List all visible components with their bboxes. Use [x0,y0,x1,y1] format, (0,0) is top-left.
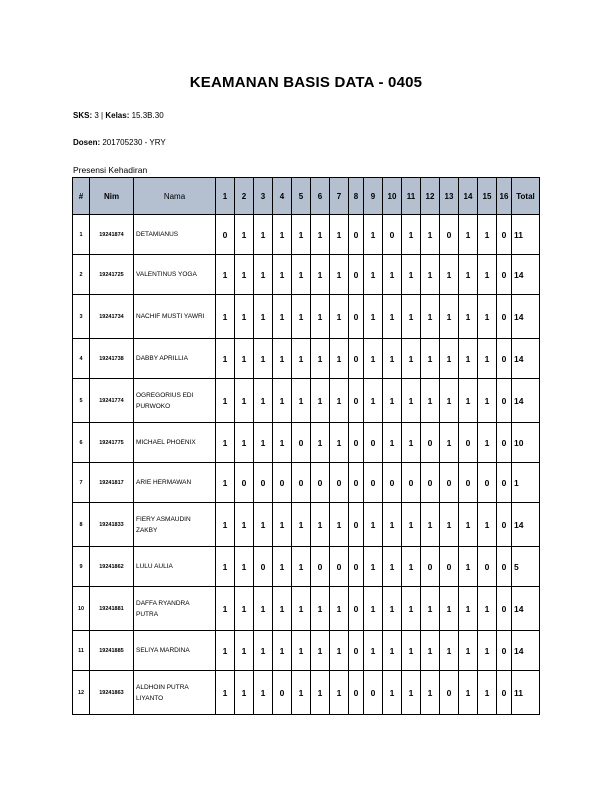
total-cell: 14 [512,295,540,339]
column-header: 16 [497,178,512,215]
attendance-cell: 1 [311,339,330,379]
attendance-cell: 0 [235,463,254,503]
attendance-cell: 0 [349,463,364,503]
attendance-cell: 1 [311,503,330,547]
total-cell: 14 [512,255,540,295]
attendance-cell: 1 [383,671,402,715]
column-header: 7 [330,178,349,215]
attendance-cell: 1 [292,631,311,671]
attendance-cell: 1 [311,295,330,339]
total-cell: 14 [512,587,540,631]
attendance-cell: 1 [254,379,273,423]
attendance-cell: 0 [349,587,364,631]
attendance-cell: 0 [364,423,383,463]
attendance-cell: 1 [330,295,349,339]
attendance-cell: 1 [402,255,421,295]
table-row [73,547,540,587]
attendance-cell: 1 [235,547,254,587]
column-header: 11 [402,178,421,215]
attendance-cell: 1 [254,339,273,379]
attendance-cell: 0 [497,295,512,339]
attendance-cell: 0 [349,215,364,255]
attendance-cell: 0 [292,423,311,463]
attendance-cell: 1 [440,631,459,671]
table-row [73,631,540,671]
table-row [73,379,540,423]
attendance-cell: 0 [497,547,512,587]
attendance-cell: 1 [273,215,292,255]
attendance-cell: 0 [349,671,364,715]
attendance-cell: 0 [311,463,330,503]
nim-cell: 19241881 [90,587,134,631]
attendance-cell: 0 [459,423,478,463]
attendance-cell: 1 [440,339,459,379]
attendance-cell: 1 [402,631,421,671]
attendance-cell: 0 [254,547,273,587]
presensi-label: Presensi Kehadiran [73,165,148,175]
attendance-cell: 1 [459,587,478,631]
attendance-cell: 0 [273,671,292,715]
attendance-cell: 0 [330,463,349,503]
attendance-cell: 0 [349,339,364,379]
attendance-cell: 0 [349,295,364,339]
attendance-cell: 1 [478,339,497,379]
attendance-cell: 1 [216,503,235,547]
attendance-cell: 1 [292,295,311,339]
attendance-cell: 1 [402,379,421,423]
attendance-cell: 1 [273,631,292,671]
attendance-cell: 1 [254,671,273,715]
nim-cell: 19241863 [90,671,134,715]
attendance-cell: 0 [497,255,512,295]
attendance-cell: 0 [440,215,459,255]
column-header: 3 [254,178,273,215]
attendance-cell: 1 [330,379,349,423]
attendance-cell: 1 [478,671,497,715]
nim-cell: 19241734 [90,295,134,339]
nim-cell: 19241874 [90,215,134,255]
attendance-cell: 1 [383,503,402,547]
attendance-cell: 1 [421,631,440,671]
attendance-cell: 1 [330,215,349,255]
attendance-cell: 1 [292,215,311,255]
attendance-cell: 1 [402,587,421,631]
row-number-cell: 5 [73,379,90,423]
nama-cell: ARIE HERMAWAN [134,463,216,503]
attendance-cell: 1 [235,379,254,423]
attendance-cell: 0 [459,463,478,503]
attendance-cell: 1 [273,295,292,339]
attendance-cell: 0 [349,255,364,295]
attendance-cell: 1 [235,631,254,671]
attendance-cell: 1 [254,631,273,671]
attendance-cell: 1 [383,295,402,339]
row-number-cell: 7 [73,463,90,503]
nama-cell: LULU AULIA [134,547,216,587]
attendance-cell: 0 [349,379,364,423]
attendance-cell: 1 [273,503,292,547]
table-row [73,215,540,255]
attendance-cell: 1 [459,215,478,255]
column-header: 5 [292,178,311,215]
nama-cell: VALENTINUS YOGA [134,255,216,295]
column-header: 4 [273,178,292,215]
attendance-cell: 1 [421,255,440,295]
nama-cell: MICHAEL PHOENIX [134,423,216,463]
attendance-cell: 1 [421,379,440,423]
row-number-cell: 6 [73,423,90,463]
column-header: 8 [349,178,364,215]
attendance-cell: 1 [311,587,330,631]
attendance-cell: 1 [311,631,330,671]
attendance-cell: 1 [421,339,440,379]
attendance-cell: 0 [497,631,512,671]
attendance-cell: 1 [235,339,254,379]
nama-cell: FIERY ASMAUDIN ZAKBY [134,503,216,547]
kelas-label: Kelas: [105,111,130,120]
attendance-cell: 1 [383,547,402,587]
total-cell: 5 [512,547,540,587]
attendance-cell: 1 [292,339,311,379]
attendance-cell: 0 [254,463,273,503]
attendance-cell: 0 [364,463,383,503]
attendance-cell: 1 [216,423,235,463]
attendance-cell: 1 [364,255,383,295]
column-header: 14 [459,178,478,215]
nama-cell: NACHIF MUSTI YAWRI [134,295,216,339]
attendance-cell: 1 [478,423,497,463]
attendance-cell: 1 [273,587,292,631]
attendance-cell: 0 [216,215,235,255]
attendance-cell: 1 [216,587,235,631]
attendance-cell: 1 [311,423,330,463]
attendance-cell: 1 [216,671,235,715]
attendance-cell: 1 [235,255,254,295]
attendance-cell: 1 [421,215,440,255]
attendance-cell: 1 [254,255,273,295]
row-number-cell: 10 [73,587,90,631]
attendance-cell: 0 [349,423,364,463]
attendance-cell: 1 [330,423,349,463]
document-title: KEAMANAN BASIS DATA - 0405 [189,74,423,91]
row-number-cell: 2 [73,255,90,295]
attendance-cell: 1 [330,503,349,547]
total-cell: 14 [512,339,540,379]
attendance-cell: 1 [402,671,421,715]
attendance-cell: 1 [330,671,349,715]
nama-cell: DAFFA RYANDRA PUTRA [134,587,216,631]
attendance-cell: 0 [421,463,440,503]
attendance-cell: 1 [402,295,421,339]
column-header: Nim [90,178,134,215]
attendance-cell: 1 [292,379,311,423]
attendance-cell: 0 [292,463,311,503]
kelas-value: 15.3B.30 [131,111,164,120]
attendance-cell: 1 [235,423,254,463]
attendance-cell: 0 [497,587,512,631]
column-header: 6 [311,178,330,215]
attendance-cell: 1 [459,547,478,587]
total-cell: 14 [512,503,540,547]
attendance-cell: 1 [273,423,292,463]
attendance-cell: 0 [349,631,364,671]
attendance-cell: 1 [216,295,235,339]
attendance-cell: 1 [459,631,478,671]
attendance-cell: 1 [402,339,421,379]
attendance-cell: 0 [497,463,512,503]
attendance-cell: 1 [292,587,311,631]
row-number-cell: 3 [73,295,90,339]
attendance-cell: 1 [330,631,349,671]
attendance-cell: 0 [383,463,402,503]
nim-cell: 19241885 [90,631,134,671]
attendance-cell: 1 [478,255,497,295]
nama-cell: DABBY APRILLIA [134,339,216,379]
attendance-cell: 1 [364,547,383,587]
attendance-cell: 1 [402,215,421,255]
attendance-cell: 1 [292,547,311,587]
attendance-cell: 1 [235,295,254,339]
attendance-cell: 0 [421,423,440,463]
attendance-cell: 1 [459,379,478,423]
attendance-cell: 1 [364,503,383,547]
attendance-cell: 1 [440,503,459,547]
nim-cell: 19241833 [90,503,134,547]
attendance-cell: 1 [216,379,235,423]
attendance-cell: 1 [292,503,311,547]
total-cell: 10 [512,423,540,463]
attendance-cell: 1 [254,503,273,547]
table-row [73,463,540,503]
attendance-cell: 0 [330,547,349,587]
table-row [73,423,540,463]
attendance-cell: 1 [459,503,478,547]
attendance-cell: 1 [364,379,383,423]
row-number-cell: 12 [73,671,90,715]
sks-kelas-line [73,111,164,120]
table-row [73,587,540,631]
column-header: 15 [478,178,497,215]
column-header: 12 [421,178,440,215]
attendance-cell: 1 [459,339,478,379]
attendance-cell: 1 [383,255,402,295]
attendance-cell: 1 [330,255,349,295]
attendance-cell: 1 [273,547,292,587]
nama-cell: OGREGORIUS EDI PURWOKO [134,379,216,423]
table-header-row [73,178,540,215]
attendance-cell: 1 [216,255,235,295]
attendance-cell: 1 [421,671,440,715]
attendance-cell: 1 [311,255,330,295]
attendance-cell: 0 [349,503,364,547]
attendance-cell: 1 [292,255,311,295]
attendance-cell: 1 [421,503,440,547]
attendance-cell: 0 [421,547,440,587]
attendance-cell: 1 [421,587,440,631]
attendance-cell: 1 [364,215,383,255]
attendance-cell: 1 [273,255,292,295]
separator: | [101,111,104,120]
table-body [73,215,540,715]
attendance-cell: 1 [440,255,459,295]
nim-cell: 19241817 [90,463,134,503]
column-header: 2 [235,178,254,215]
dosen-line [73,138,166,147]
nim-cell: 19241774 [90,379,134,423]
column-header: 10 [383,178,402,215]
total-cell: 11 [512,671,540,715]
attendance-cell: 1 [311,671,330,715]
attendance-cell: 1 [459,255,478,295]
nim-cell: 19241775 [90,423,134,463]
attendance-cell: 1 [254,215,273,255]
attendance-cell: 1 [364,295,383,339]
column-header: 13 [440,178,459,215]
total-cell: 11 [512,215,540,255]
attendance-cell: 1 [330,339,349,379]
attendance-cell: 0 [478,547,497,587]
nim-cell: 19241862 [90,547,134,587]
attendance-cell: 0 [311,547,330,587]
table-row [73,339,540,379]
attendance-cell: 1 [364,339,383,379]
attendance-cell: 1 [364,631,383,671]
nim-cell: 19241725 [90,255,134,295]
attendance-cell: 1 [216,631,235,671]
attendance-cell: 1 [216,339,235,379]
attendance-cell: 0 [497,671,512,715]
attendance-cell: 0 [497,339,512,379]
row-number-cell: 11 [73,631,90,671]
attendance-cell: 1 [254,423,273,463]
total-cell: 14 [512,379,540,423]
table-row [73,255,540,295]
attendance-cell: 1 [292,671,311,715]
attendance-cell: 1 [440,423,459,463]
attendance-cell: 1 [254,587,273,631]
attendance-cell: 1 [459,671,478,715]
total-cell: 1 [512,463,540,503]
attendance-cell: 1 [478,631,497,671]
column-header: Nama [134,178,216,215]
table-row [73,671,540,715]
column-header: 9 [364,178,383,215]
attendance-cell: 1 [478,587,497,631]
attendance-cell: 1 [383,339,402,379]
nama-cell: SELIYA MARDINA [134,631,216,671]
row-number-cell: 9 [73,547,90,587]
attendance-cell: 1 [311,215,330,255]
attendance-cell: 0 [273,463,292,503]
column-header: # [73,178,90,215]
attendance-cell: 0 [497,379,512,423]
attendance-cell: 0 [440,671,459,715]
attendance-cell: 0 [497,423,512,463]
attendance-cell: 1 [459,295,478,339]
attendance-cell: 1 [383,379,402,423]
attendance-cell: 0 [383,215,402,255]
attendance-cell: 1 [216,547,235,587]
table-row [73,503,540,547]
attendance-cell: 1 [402,503,421,547]
attendance-cell: 1 [330,587,349,631]
attendance-cell: 0 [497,503,512,547]
total-cell: 14 [512,631,540,671]
nama-cell: DETAMIANUS [134,215,216,255]
dosen-value: 201705230 - YRY [102,138,166,147]
attendance-cell: 0 [497,215,512,255]
attendance-cell: 1 [273,339,292,379]
attendance-cell: 1 [440,587,459,631]
dosen-label: Dosen: [73,138,101,147]
attendance-cell: 1 [235,671,254,715]
row-number-cell: 8 [73,503,90,547]
attendance-cell: 1 [364,587,383,631]
attendance-cell: 1 [478,295,497,339]
attendance-cell: 1 [421,295,440,339]
nim-cell: 19241738 [90,339,134,379]
attendance-cell: 0 [349,547,364,587]
attendance-cell: 1 [383,423,402,463]
row-number-cell: 4 [73,339,90,379]
row-number-cell: 1 [73,215,90,255]
attendance-cell: 1 [440,379,459,423]
attendance-cell: 1 [254,295,273,339]
attendance-cell: 1 [235,215,254,255]
attendance-cell: 1 [383,631,402,671]
attendance-cell: 1 [478,503,497,547]
attendance-cell: 1 [478,215,497,255]
column-header: Total [512,178,540,215]
table-row [73,295,540,339]
attendance-cell: 0 [478,463,497,503]
attendance-cell: 1 [402,423,421,463]
attendance-cell: 0 [364,671,383,715]
attendance-cell: 1 [235,587,254,631]
attendance-table [72,177,540,715]
attendance-cell: 0 [440,463,459,503]
attendance-cell: 1 [402,547,421,587]
nama-cell: ALDHOIN PUTRA LIYANTO [134,671,216,715]
column-header: 1 [216,178,235,215]
attendance-cell: 0 [402,463,421,503]
attendance-cell: 1 [235,503,254,547]
attendance-cell: 1 [311,379,330,423]
sks-label: SKS: [73,111,93,120]
attendance-cell: 1 [273,379,292,423]
attendance-cell: 1 [440,295,459,339]
sks-value: 3 [94,111,99,120]
attendance-cell: 1 [383,587,402,631]
attendance-cell: 1 [478,379,497,423]
attendance-cell: 1 [216,463,235,503]
attendance-cell: 0 [440,547,459,587]
